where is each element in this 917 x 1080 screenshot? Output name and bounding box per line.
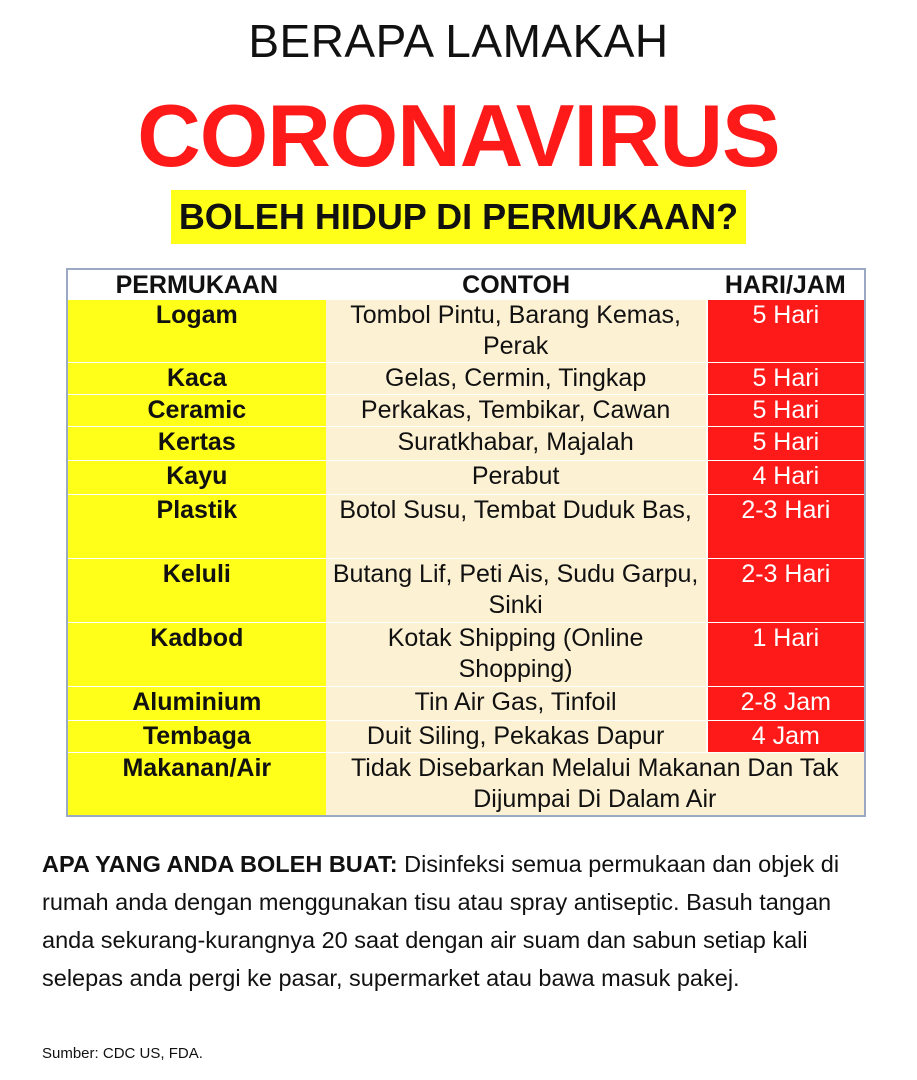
- example-cell: Perabut: [326, 461, 707, 495]
- duration-cell: 5 Hari: [707, 300, 865, 363]
- surface-cell: Kaca: [67, 363, 326, 395]
- table-row-food-water: [67, 753, 865, 817]
- surface-cell: Logam: [67, 300, 326, 363]
- source-note: Sumber: CDC US, FDA.: [42, 1045, 203, 1062]
- surface-cell: Kertas: [67, 427, 326, 461]
- table-row: [67, 461, 865, 495]
- duration-cell: 5 Hari: [707, 427, 865, 461]
- surface-cell: Makanan/Air: [67, 753, 326, 817]
- duration-cell: 2-3 Hari: [707, 495, 865, 559]
- example-cell: Botol Susu, Tembat Duduk Bas,: [326, 495, 707, 559]
- table-row: [67, 427, 865, 461]
- duration-cell: 2-3 Hari: [707, 559, 865, 623]
- duration-cell: 2-8 Jam: [707, 687, 865, 721]
- example-cell: Tin Air Gas, Tinfoil: [326, 687, 707, 721]
- table-row: [67, 559, 865, 623]
- header-duration: HARI/JAM: [707, 269, 865, 300]
- surface-cell: Aluminium: [67, 687, 326, 721]
- table-header-row: [67, 269, 865, 300]
- table-row: [67, 687, 865, 721]
- example-cell: Duit Siling, Pekakas Dapur: [326, 721, 707, 753]
- subtitle: BOLEH HIDUP DI PERMUKAAN?: [171, 190, 746, 244]
- table-row: [67, 623, 865, 687]
- surface-cell: Kayu: [67, 461, 326, 495]
- table-row: [67, 495, 865, 559]
- table-row: [67, 363, 865, 395]
- example-cell: Perkakas, Tembikar, Cawan: [326, 395, 707, 427]
- surface-cell: Keluli: [67, 559, 326, 623]
- title-line-2: CORONAVIRUS: [137, 86, 780, 185]
- example-cell: Kotak Shipping (Online Shopping): [326, 623, 707, 687]
- duration-cell: 4 Jam: [707, 721, 865, 753]
- surface-cell: Tembaga: [67, 721, 326, 753]
- table-row: [67, 300, 865, 363]
- title-line-1: BERAPA LAMAKAH: [248, 15, 669, 67]
- example-cell: Suratkhabar, Majalah: [326, 427, 707, 461]
- table-row: [67, 395, 865, 427]
- duration-cell: 4 Hari: [707, 461, 865, 495]
- example-cell: Butang Lif, Peti Ais, Sudu Garpu, Sinki: [326, 559, 707, 623]
- food-water-note: Tidak Disebarkan Melalui Makanan Dan Tak Dijumpai Di Dalam Air: [326, 753, 865, 817]
- header-example: CONTOH: [326, 269, 707, 300]
- header-surface: PERMUKAAN: [67, 269, 326, 300]
- duration-cell: 1 Hari: [707, 623, 865, 687]
- example-cell: Tombol Pintu, Barang Kemas, Perak: [326, 300, 707, 363]
- duration-cell: 5 Hari: [707, 395, 865, 427]
- surface-cell: Kadbod: [67, 623, 326, 687]
- advice-paragraph: [42, 845, 882, 997]
- table-row: [67, 721, 865, 753]
- surface-cell: Plastik: [67, 495, 326, 559]
- advice-text: Disinfeksi semua permukaan dan objek di rumah anda dengan menggunakan tisu atau spray antiseptic. Basuh tangan anda sekurang-kurangnya 20 saat dengan air suam dan sabun setiap kali selepas anda pergi ke pasar, supermarket atau bawa masuk pakej.: [42, 851, 840, 991]
- duration-cell: 5 Hari: [707, 363, 865, 395]
- example-cell: Gelas, Cermin, Tingkap: [326, 363, 707, 395]
- advice-label: APA YANG ANDA BOLEH BUAT:: [42, 851, 398, 877]
- surface-cell: Ceramic: [67, 395, 326, 427]
- subtitle-wrap: [0, 190, 917, 244]
- surface-table: [66, 268, 866, 817]
